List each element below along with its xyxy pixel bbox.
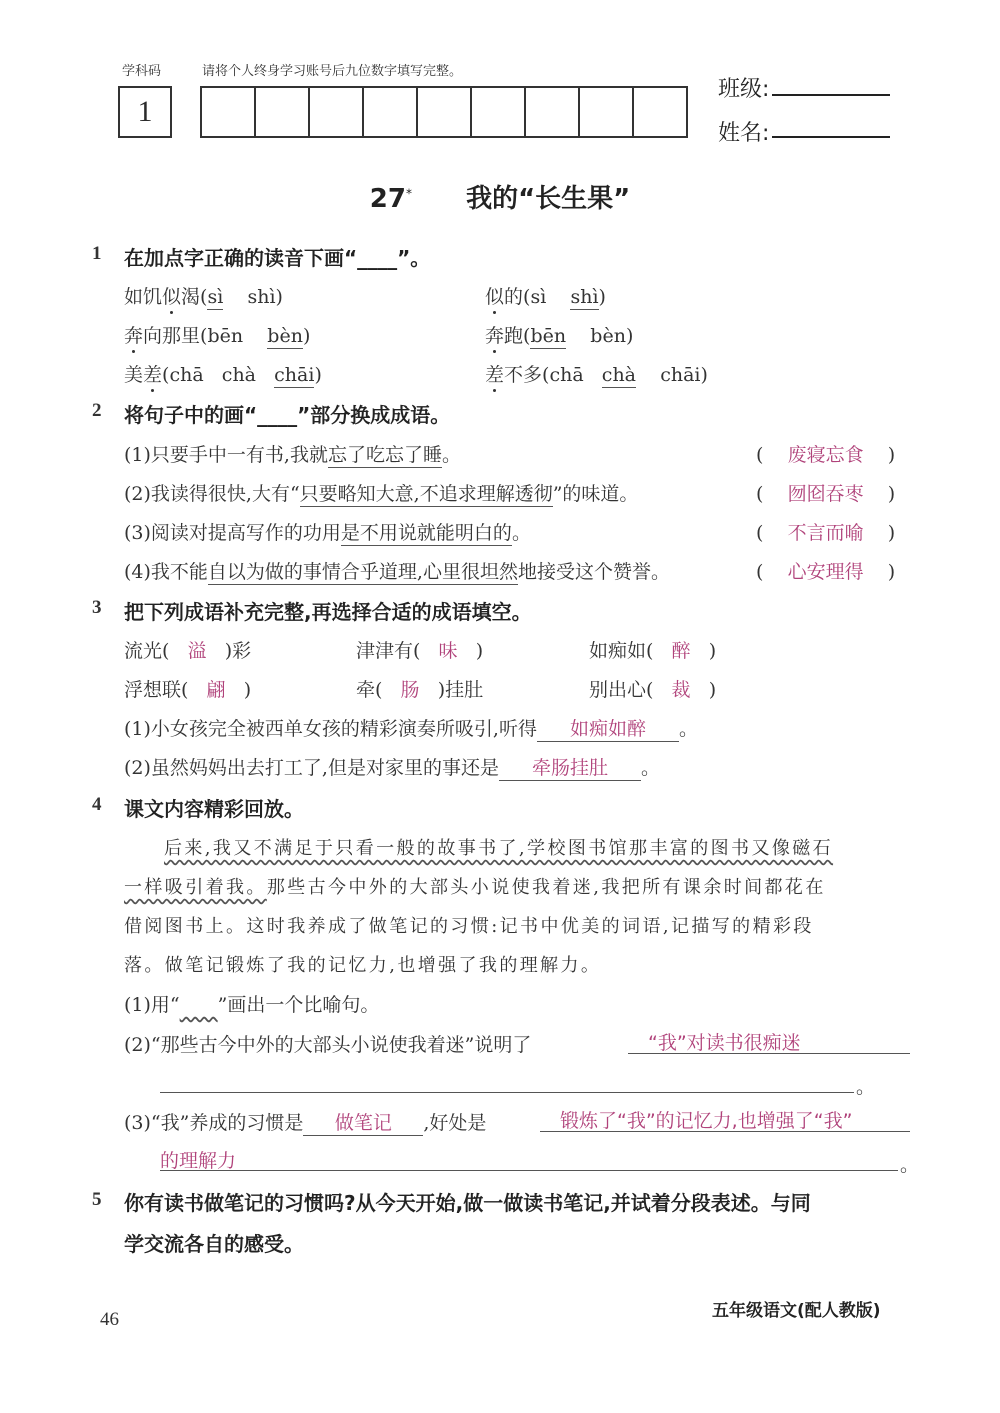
q2-answer-3[interactable]: ( 不言而喻 )	[756, 522, 896, 544]
q1-item-1: 如饥似渴(sì shì)	[124, 286, 283, 308]
q2-answer-2[interactable]: ( 囫囵吞枣 )	[756, 483, 896, 505]
passage-line-3: 借阅图书上。这时我养成了做笔记的习惯:记书中优美的词语,记描写的精彩段	[124, 916, 814, 937]
q4-sub-3: (3)“我”养成的习惯是 做笔记 ,好处是	[124, 1108, 486, 1136]
q4-prompt: 课文内容精彩回放。	[124, 797, 304, 821]
digit-box[interactable]	[202, 88, 256, 136]
q1-item-5: 美差(chā chà chāi)	[124, 364, 322, 386]
lesson-name: 我的“长生果”	[466, 184, 631, 214]
passage-line-4: 落。做笔记锻炼了我的记忆力,也增强了我的理解力。	[124, 955, 602, 976]
q1-item-4: 奔跑(bēn bèn)	[485, 325, 634, 347]
digit-box[interactable]	[256, 88, 310, 136]
q1-item-6: 差不多(chā chà chāi)	[485, 364, 708, 386]
q2-prompt: 将句子中的画“____”部分换成成语。	[124, 403, 451, 427]
q1-item-2: 似的(sì shì)	[485, 286, 606, 308]
q4-sub-2-blank-2[interactable]	[160, 1092, 854, 1093]
book-title: 五年级语文(配人教版)	[712, 1301, 881, 1321]
q2-answer-4[interactable]: ( 心安理得 )	[756, 561, 896, 583]
q2-item-2: (2)我读得很快,大有“只要略知大意,不追求理解透彻”的味道。	[124, 483, 639, 505]
q4-sub-3-blank-3[interactable]	[160, 1170, 898, 1171]
q3-idiom-2: 津津有( 味 )	[356, 640, 484, 662]
q3-fill-1-blank[interactable]: 如痴如醉	[537, 714, 679, 742]
q4-sub-3-answer-2a: 锻炼了“我”的记忆力,也增强了“我”	[560, 1110, 853, 1132]
digit-box[interactable]	[364, 88, 418, 136]
digit-box[interactable]	[418, 88, 472, 136]
lesson-mark: *	[405, 186, 412, 201]
subject-code-box: 1	[118, 86, 172, 138]
q4-sub-3-blank-1[interactable]: 做笔记	[303, 1108, 423, 1136]
q5-line-2: 学交流各自的感受。	[124, 1232, 304, 1256]
class-field[interactable]	[772, 94, 890, 96]
q3-prompt: 把下列成语补充完整,再选择合适的成语填空。	[124, 600, 532, 624]
name-label: 姓名:	[718, 121, 770, 146]
q4-sub-2-answer: “我”对读书很痴迷	[648, 1032, 801, 1054]
passage-line-2: 一样吸引着我。那些古今中外的大部头小说使我着迷,我把所有课余时间都花在	[124, 877, 826, 898]
q5-number: 5	[92, 1189, 102, 1210]
digit-box[interactable]	[526, 88, 580, 136]
q2-item-1: (1)只要手中一有书,我就忘了吃忘了睡。	[124, 444, 461, 466]
lesson-number: 27	[369, 184, 406, 214]
digit-box[interactable]	[580, 88, 634, 136]
q1-prompt: 在加点字正确的读音下画“____”。	[124, 246, 431, 270]
subject-code-label: 学科码	[122, 64, 162, 79]
q3-fill-1: (1)小女孩完全被西单女孩的精彩演奏所吸引,听得 如痴如醉 。	[124, 714, 698, 742]
q2-answer-1[interactable]: ( 废寝忘食 )	[756, 444, 896, 466]
q3-idiom-6: 别出心( 裁 )	[589, 679, 717, 701]
q4-sub-3-end: 。	[900, 1154, 920, 1176]
account-digit-boxes[interactable]	[200, 86, 688, 138]
page-number: 46	[100, 1309, 119, 1330]
q3-fill-2: (2)虽然妈妈出去打工了,但是对家里的事还是 牵肠挂肚 。	[124, 753, 660, 781]
q4-number: 4	[92, 794, 102, 815]
q3-idiom-3: 如痴如( 醉 )	[589, 640, 717, 662]
q3-number: 3	[92, 597, 102, 618]
q1-number: 1	[92, 243, 102, 264]
digit-box[interactable]	[472, 88, 526, 136]
q2-item-3: (3)阅读对提高写作的功用是不用说就能明白的。	[124, 522, 531, 544]
account-instruction: 请将个人终身学习账号后九位数字填写完整。	[202, 64, 463, 79]
q3-idiom-5: 牵( 肠 )挂肚	[356, 679, 484, 701]
class-label: 班级:	[718, 77, 770, 102]
q2-number: 2	[92, 400, 102, 421]
digit-box[interactable]	[310, 88, 364, 136]
q3-fill-2-blank[interactable]: 牵肠挂肚	[499, 753, 641, 781]
q3-idiom-1: 流光( 溢 )彩	[124, 640, 252, 662]
q4-sub-2: (2)“那些古今中外的大部头小说使我着迷”说明了	[124, 1034, 532, 1056]
lesson-title	[0, 178, 1000, 215]
q5-line-1: 你有读书做笔记的习惯吗?从今天开始,做一做读书笔记,并试着分段表述。与同	[124, 1191, 811, 1215]
passage-line-1: 后来,我又不满足于只看一般的故事书了,学校图书馆那丰富的图书又像磁石	[164, 838, 834, 859]
q1-item-3: 奔向那里(bēn bèn)	[124, 325, 311, 347]
q4-sub-2-end: 。	[856, 1076, 876, 1098]
q2-item-4: (4)我不能自以为做的事情合乎道理,心里很坦然地接受这个赞誉。	[124, 561, 670, 583]
q4-sub-3-answer-2b: 的理解力	[160, 1150, 237, 1172]
q3-idiom-4: 浮想联( 翩 )	[124, 679, 252, 701]
name-field[interactable]	[772, 136, 890, 138]
q4-sub-1: (1)用“ ”画出一个比喻句。	[124, 994, 380, 1016]
digit-box[interactable]	[634, 88, 686, 136]
